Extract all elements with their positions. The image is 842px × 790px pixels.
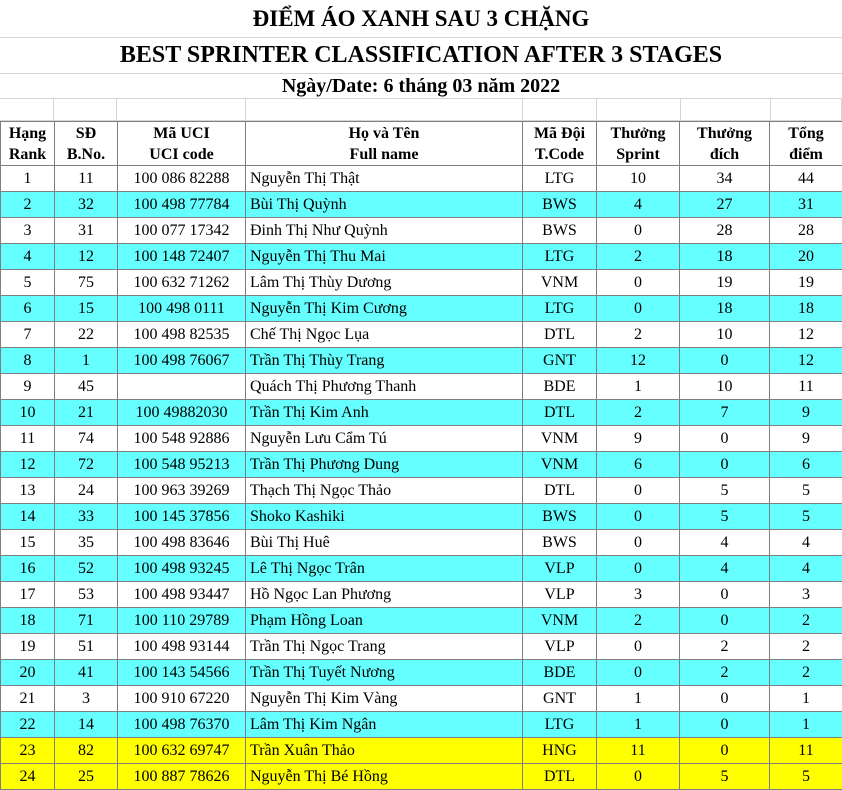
team-code-cell: VNM [523, 608, 597, 634]
uci-code-cell: 100 498 83646 [118, 530, 246, 556]
uci-code-cell: 100 49882030 [118, 400, 246, 426]
full-name-cell: Nguyễn Lưu Cẩm Tú [246, 426, 523, 452]
team-code-cell: VLP [523, 556, 597, 582]
finish-bonus-cell: 27 [680, 192, 770, 218]
team-code-cell: VLP [523, 582, 597, 608]
rank-cell: 18 [1, 608, 55, 634]
uci-code-cell: 100 148 72407 [118, 244, 246, 270]
bib-cell: 51 [55, 634, 118, 660]
sprint-bonus-cell: 0 [597, 556, 680, 582]
finish-bonus-cell: 18 [680, 296, 770, 322]
full-name-cell: Trần Thị Phương Dung [246, 452, 523, 478]
rank-cell: 14 [1, 504, 55, 530]
table-row [1, 322, 842, 348]
bib-cell: 74 [55, 426, 118, 452]
table-row [1, 738, 842, 764]
bib-cell: 33 [55, 504, 118, 530]
full-name-cell: Nguyễn Thị Thật [246, 166, 523, 192]
header-rank: Hạng Rank [1, 122, 55, 166]
team-code-cell: VNM [523, 452, 597, 478]
table-row [1, 582, 842, 608]
title-vietnamese: ĐIỂM ÁO XANH SAU 3 CHẶNG [0, 0, 842, 38]
rank-cell: 7 [1, 322, 55, 348]
sprint-bonus-cell: 6 [597, 452, 680, 478]
bib-cell: 3 [55, 686, 118, 712]
rank-cell: 1 [1, 166, 55, 192]
finish-bonus-cell: 4 [680, 530, 770, 556]
finish-bonus-cell: 0 [680, 348, 770, 374]
sprint-bonus-cell: 12 [597, 348, 680, 374]
full-name-cell: Trần Thị Ngọc Trang [246, 634, 523, 660]
bib-cell: 32 [55, 192, 118, 218]
total-points-cell: 2 [770, 608, 842, 634]
rank-cell: 12 [1, 452, 55, 478]
table-row [1, 530, 842, 556]
full-name-cell: Trần Thị Tuyết Nương [246, 660, 523, 686]
uci-code-cell: 100 498 76370 [118, 712, 246, 738]
total-points-cell: 19 [770, 270, 842, 296]
bib-cell: 72 [55, 452, 118, 478]
sprint-bonus-cell: 1 [597, 686, 680, 712]
full-name-cell: Bùi Thị Quỳnh [246, 192, 523, 218]
sprint-bonus-cell: 10 [597, 166, 680, 192]
full-name-cell: Nguyễn Thị Thu Mai [246, 244, 523, 270]
finish-bonus-cell: 5 [680, 478, 770, 504]
finish-bonus-cell: 2 [680, 634, 770, 660]
header-row [1, 122, 842, 166]
team-code-cell: BWS [523, 530, 597, 556]
sprint-bonus-cell: 2 [597, 244, 680, 270]
rank-cell: 22 [1, 712, 55, 738]
full-name-cell: Lê Thị Ngọc Trân [246, 556, 523, 582]
sprint-bonus-cell: 2 [597, 608, 680, 634]
team-code-cell: LTG [523, 166, 597, 192]
full-name-cell: Hồ Ngọc Lan Phương [246, 582, 523, 608]
table-row [1, 634, 842, 660]
finish-bonus-cell: 0 [680, 686, 770, 712]
bib-cell: 35 [55, 530, 118, 556]
rank-cell: 20 [1, 660, 55, 686]
uci-code-cell: 100 963 39269 [118, 478, 246, 504]
total-points-cell: 18 [770, 296, 842, 322]
total-points-cell: 12 [770, 348, 842, 374]
title-english: BEST SPRINTER CLASSIFICATION AFTER 3 STAGES [0, 38, 842, 74]
bib-cell: 25 [55, 764, 118, 790]
finish-bonus-cell: 18 [680, 244, 770, 270]
blank-row [0, 99, 842, 121]
bib-cell: 31 [55, 218, 118, 244]
table-row [1, 556, 842, 582]
finish-bonus-cell: 0 [680, 608, 770, 634]
full-name-cell: Quách Thị Phương Thanh [246, 374, 523, 400]
uci-code-cell: 100 632 69747 [118, 738, 246, 764]
bib-cell: 11 [55, 166, 118, 192]
finish-bonus-cell: 4 [680, 556, 770, 582]
team-code-cell: GNT [523, 686, 597, 712]
uci-code-cell: 100 498 93447 [118, 582, 246, 608]
total-points-cell: 2 [770, 660, 842, 686]
sprint-bonus-cell: 11 [597, 738, 680, 764]
bib-cell: 1 [55, 348, 118, 374]
uci-code-cell: 100 498 0111 [118, 296, 246, 322]
finish-bonus-cell: 19 [680, 270, 770, 296]
table-row [1, 270, 842, 296]
uci-code-cell: 100 143 54566 [118, 660, 246, 686]
sprint-bonus-cell: 2 [597, 322, 680, 348]
finish-bonus-cell: 7 [680, 400, 770, 426]
table-row [1, 296, 842, 322]
team-code-cell: HNG [523, 738, 597, 764]
header-finish-bonus: Thưởng đích [680, 122, 770, 166]
finish-bonus-cell: 0 [680, 426, 770, 452]
table-row [1, 192, 842, 218]
full-name-cell: Nguyễn Thị Kim Cương [246, 296, 523, 322]
bib-cell: 21 [55, 400, 118, 426]
rank-cell: 2 [1, 192, 55, 218]
sprint-bonus-cell: 0 [597, 478, 680, 504]
finish-bonus-cell: 0 [680, 452, 770, 478]
team-code-cell: DTL [523, 400, 597, 426]
total-points-cell: 5 [770, 764, 842, 790]
total-points-cell: 4 [770, 530, 842, 556]
rank-cell: 8 [1, 348, 55, 374]
table-row [1, 660, 842, 686]
rank-cell: 16 [1, 556, 55, 582]
team-code-cell: BDE [523, 374, 597, 400]
finish-bonus-cell: 0 [680, 582, 770, 608]
full-name-cell: Trần Thị Kim Anh [246, 400, 523, 426]
full-name-cell: Thạch Thị Ngọc Thảo [246, 478, 523, 504]
total-points-cell: 11 [770, 374, 842, 400]
total-points-cell: 12 [770, 322, 842, 348]
team-code-cell: LTG [523, 712, 597, 738]
rank-cell: 19 [1, 634, 55, 660]
date-line: Ngày/Date: 6 tháng 03 năm 2022 [0, 74, 842, 99]
uci-code-cell: 100 887 78626 [118, 764, 246, 790]
team-code-cell: BWS [523, 192, 597, 218]
classification-table [0, 121, 842, 790]
full-name-cell: Trần Thị Thùy Trang [246, 348, 523, 374]
header-uci-code: Mã UCI UCI code [118, 122, 246, 166]
sprint-bonus-cell: 0 [597, 634, 680, 660]
bib-cell: 53 [55, 582, 118, 608]
uci-code-cell: 100 548 92886 [118, 426, 246, 452]
team-code-cell: VNM [523, 270, 597, 296]
total-points-cell: 1 [770, 686, 842, 712]
full-name-cell: Đinh Thị Như Quỳnh [246, 218, 523, 244]
team-code-cell: BWS [523, 218, 597, 244]
sprint-bonus-cell: 0 [597, 296, 680, 322]
uci-code-cell: 100 110 29789 [118, 608, 246, 634]
rank-cell: 17 [1, 582, 55, 608]
table-row [1, 686, 842, 712]
bib-cell: 15 [55, 296, 118, 322]
finish-bonus-cell: 0 [680, 738, 770, 764]
table-row [1, 712, 842, 738]
team-code-cell: LTG [523, 296, 597, 322]
bib-cell: 82 [55, 738, 118, 764]
sprint-bonus-cell: 0 [597, 660, 680, 686]
full-name-cell: Bùi Thị Huê [246, 530, 523, 556]
bib-cell: 71 [55, 608, 118, 634]
header-team-code: Mã Đội T.Code [523, 122, 597, 166]
full-name-cell: Nguyễn Thị Bé Hồng [246, 764, 523, 790]
uci-code-cell: 100 077 17342 [118, 218, 246, 244]
uci-code-cell: 100 498 76067 [118, 348, 246, 374]
table-row [1, 348, 842, 374]
table-row [1, 374, 842, 400]
header-sprint-bonus: Thưởng Sprint [597, 122, 680, 166]
sprint-bonus-cell: 0 [597, 270, 680, 296]
finish-bonus-cell: 34 [680, 166, 770, 192]
full-name-cell: Shoko Kashiki [246, 504, 523, 530]
rank-cell: 13 [1, 478, 55, 504]
finish-bonus-cell: 5 [680, 764, 770, 790]
table-row [1, 452, 842, 478]
full-name-cell: Trần Xuân Thảo [246, 738, 523, 764]
uci-code-cell: 100 910 67220 [118, 686, 246, 712]
total-points-cell: 9 [770, 400, 842, 426]
uci-code-cell: 100 632 71262 [118, 270, 246, 296]
sprint-bonus-cell: 9 [597, 426, 680, 452]
sprint-bonus-cell: 2 [597, 400, 680, 426]
team-code-cell: BDE [523, 660, 597, 686]
sprint-bonus-cell: 0 [597, 530, 680, 556]
rank-cell: 9 [1, 374, 55, 400]
total-points-cell: 2 [770, 634, 842, 660]
header-full-name: Họ và Tên Full name [246, 122, 523, 166]
total-points-cell: 4 [770, 556, 842, 582]
uci-code-cell: 100 548 95213 [118, 452, 246, 478]
rank-cell: 4 [1, 244, 55, 270]
sprint-bonus-cell: 1 [597, 712, 680, 738]
uci-code-cell: 100 498 77784 [118, 192, 246, 218]
team-code-cell: BWS [523, 504, 597, 530]
rank-cell: 21 [1, 686, 55, 712]
team-code-cell: DTL [523, 764, 597, 790]
sprint-bonus-cell: 0 [597, 764, 680, 790]
table-row [1, 478, 842, 504]
bib-cell: 24 [55, 478, 118, 504]
rank-cell: 5 [1, 270, 55, 296]
sprint-bonus-cell: 1 [597, 374, 680, 400]
rank-cell: 24 [1, 764, 55, 790]
rank-cell: 6 [1, 296, 55, 322]
header-bib: SĐ B.No. [55, 122, 118, 166]
finish-bonus-cell: 28 [680, 218, 770, 244]
finish-bonus-cell: 2 [680, 660, 770, 686]
team-code-cell: VLP [523, 634, 597, 660]
finish-bonus-cell: 10 [680, 322, 770, 348]
bib-cell: 75 [55, 270, 118, 296]
finish-bonus-cell: 0 [680, 712, 770, 738]
table-row [1, 608, 842, 634]
bib-cell: 22 [55, 322, 118, 348]
bib-cell: 12 [55, 244, 118, 270]
bib-cell: 52 [55, 556, 118, 582]
full-name-cell: Nguyễn Thị Kim Vàng [246, 686, 523, 712]
header-total-points: Tổng điểm [770, 122, 842, 166]
total-points-cell: 20 [770, 244, 842, 270]
rank-cell: 23 [1, 738, 55, 764]
team-code-cell: LTG [523, 244, 597, 270]
total-points-cell: 9 [770, 426, 842, 452]
full-name-cell: Lâm Thị Thùy Dương [246, 270, 523, 296]
table-row [1, 218, 842, 244]
table-row [1, 764, 842, 790]
full-name-cell: Lâm Thị Kim Ngân [246, 712, 523, 738]
finish-bonus-cell: 5 [680, 504, 770, 530]
table-row [1, 244, 842, 270]
table-row [1, 504, 842, 530]
full-name-cell: Phạm Hồng Loan [246, 608, 523, 634]
table-row [1, 400, 842, 426]
uci-code-cell: 100 086 82288 [118, 166, 246, 192]
total-points-cell: 5 [770, 504, 842, 530]
team-code-cell: DTL [523, 478, 597, 504]
rank-cell: 11 [1, 426, 55, 452]
bib-cell: 41 [55, 660, 118, 686]
total-points-cell: 5 [770, 478, 842, 504]
table-row [1, 426, 842, 452]
bib-cell: 45 [55, 374, 118, 400]
team-code-cell: DTL [523, 322, 597, 348]
uci-code-cell: 100 498 93245 [118, 556, 246, 582]
sprint-bonus-cell: 0 [597, 218, 680, 244]
total-points-cell: 44 [770, 166, 842, 192]
total-points-cell: 1 [770, 712, 842, 738]
total-points-cell: 11 [770, 738, 842, 764]
bib-cell: 14 [55, 712, 118, 738]
finish-bonus-cell: 10 [680, 374, 770, 400]
total-points-cell: 31 [770, 192, 842, 218]
sprint-bonus-cell: 4 [597, 192, 680, 218]
total-points-cell: 3 [770, 582, 842, 608]
rank-cell: 15 [1, 530, 55, 556]
sprint-bonus-cell: 3 [597, 582, 680, 608]
table-body [1, 166, 842, 790]
uci-code-cell [118, 374, 246, 400]
sprint-bonus-cell: 0 [597, 504, 680, 530]
full-name-cell: Chế Thị Ngọc Lụa [246, 322, 523, 348]
uci-code-cell: 100 498 82535 [118, 322, 246, 348]
total-points-cell: 6 [770, 452, 842, 478]
rank-cell: 10 [1, 400, 55, 426]
team-code-cell: VNM [523, 426, 597, 452]
team-code-cell: GNT [523, 348, 597, 374]
rank-cell: 3 [1, 218, 55, 244]
table-row [1, 166, 842, 192]
total-points-cell: 28 [770, 218, 842, 244]
uci-code-cell: 100 145 37856 [118, 504, 246, 530]
uci-code-cell: 100 498 93144 [118, 634, 246, 660]
